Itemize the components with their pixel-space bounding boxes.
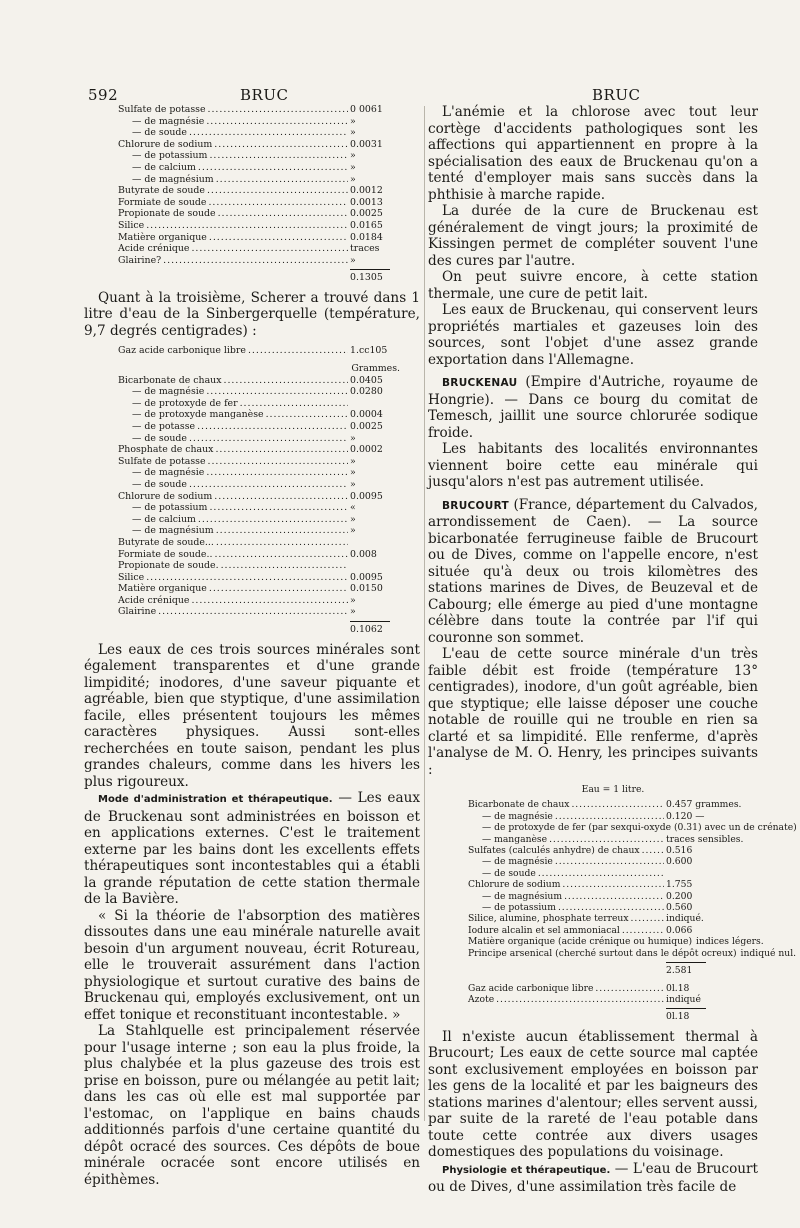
paragraph: Les eaux de ces trois sources minérales sont également transparentes et d'une grande limpidité; inodores, d'une saveur piquante et agréable, bien que styptique, d'une assimilation facile, elles présentent toujours les mêmes caractères physiques. Aussi sont-elles recherchées en toute saison, pendant les plus grandes chaleurs, comme dans les hivers les plus rigoureux.: [84, 641, 420, 790]
table-row: [118, 560, 402, 572]
table-row: [118, 197, 402, 209]
row-value: 0.0031: [350, 138, 383, 150]
table-row: [118, 572, 402, 584]
row-value: 1.cc105: [350, 345, 388, 357]
row-label: Matière organique (acide crénique ou humique): [468, 936, 693, 948]
row-label: — manganèse: [482, 833, 548, 845]
row-value: traces sensibles.: [666, 833, 744, 845]
row-value: »: [350, 478, 356, 490]
row-label: Acide crénique: [118, 243, 190, 255]
row-label: — de calcium: [132, 161, 196, 173]
row-label: — de magnésium: [482, 890, 563, 902]
row-value: »: [350, 467, 356, 479]
paragraph: Il n'existe aucun établissement thermal à Brucourt; Les eaux de cette source mal captée sont exclusivement employées en boisson par les gens de la localité et par les baigneurs des stations marines d'alentour; elles servent aussi, par suite de la rareté de l'eau potable dans toute cette contrée aux divers usages domestiques des populations du voisinage.: [428, 1028, 758, 1161]
table-row: [468, 925, 758, 936]
row-value: 0.0184: [350, 231, 383, 243]
column-divider: [424, 106, 425, 1121]
row-value: »: [350, 594, 356, 606]
right-column: [428, 104, 797, 1196]
table-row: [118, 409, 402, 421]
row-value: 0.0025: [350, 420, 383, 432]
table-row: [118, 479, 402, 491]
table-row: [468, 902, 758, 913]
table-row: [468, 879, 758, 890]
row-value: 0.0004: [350, 409, 383, 421]
table-row: [118, 243, 402, 255]
running-head-right: BRUC: [592, 86, 641, 104]
entry-heading: BRUCOURT: [442, 499, 509, 512]
table-row: [468, 891, 758, 902]
row-value: «: [350, 502, 356, 514]
paragraph: L'eau de cette source minérale d'un très faible débit est froide (température 13° centigrades), inodore, d'un goût agréable, bien que styptique; elle laisse déposer une couche notable de rouille qui ne trouble en rien sa clarté et sa limpidité. Elle renferme, d'après l'analyse de M. O. Henry, les principes suivants :: [428, 646, 758, 778]
row-label: — de soude: [132, 127, 187, 139]
row-value: »: [350, 513, 356, 525]
row-label: Chlorure de sodium: [118, 138, 213, 150]
row-value: indices légers.: [696, 936, 764, 948]
row-value: »: [350, 161, 356, 173]
row-label: Sulfates (calculés anhydre) de chaux: [468, 845, 640, 857]
row-label: — de calcium: [132, 513, 196, 525]
table-row: [118, 232, 402, 244]
table-row: [468, 834, 758, 845]
row-label: Matière organique: [118, 583, 207, 595]
row-value: 0.457 grammes.: [666, 799, 742, 811]
row-label: Propionate de soude: [118, 208, 216, 220]
row-label: — de magnésie: [482, 856, 553, 868]
row-label: — de protoxyde de fer (par sexqui-oxyde (0.31) avec un de crénate): [482, 822, 797, 834]
row-label: Glairine: [118, 606, 157, 618]
row-label: Iodure alcalin et sel ammoniacal: [468, 924, 620, 936]
table-row: [118, 255, 402, 267]
row-value: »: [350, 525, 356, 537]
row-label: — de protoxyde manganèse: [132, 409, 264, 421]
paragraph: Les habitants des localités environnantes viennent boire cette eau minérale qui jusqu'alors n'est pas autrement utilisée.: [428, 441, 758, 490]
row-value: »: [350, 115, 356, 127]
table-row: [118, 525, 402, 537]
row-label: Silice: [118, 571, 145, 583]
row-value: »: [350, 254, 356, 266]
table-row: [118, 491, 402, 503]
row-value: »: [350, 432, 356, 444]
run-in-heading: Mode d'administration et thérapeutique.: [98, 794, 333, 806]
left-column: [84, 104, 420, 1188]
row-label: Chlorure de sodium: [468, 879, 561, 891]
row-label: — de potasse: [132, 420, 196, 432]
table-row: [118, 386, 402, 398]
row-value: 0.0025: [350, 208, 383, 220]
table-row: [118, 537, 402, 549]
table-row: [118, 162, 402, 174]
row-value: indiqué.: [666, 913, 704, 925]
table-row: [118, 375, 402, 387]
entry-text: (France, département du Calvados, arrondissement de Caen). — La source bicarbonatée ferrugineuse faible de Brucourt ou de Dives, comme on l'appelle encore, n'est située qu'à deux ou trois kilomètres des stations marines de Dives, de Beuzeval et de Cabourg; elle émerge au pied d'une montagne célèbre dans toute la contrée par l'if qui couronne son sommet.: [428, 496, 758, 646]
row-label: Butyrate de soude: [118, 185, 205, 197]
table-row: [468, 845, 758, 856]
table-row: [468, 947, 797, 959]
row-label: Formiate de soude: [118, 196, 207, 208]
row-label: — de magnésie: [132, 115, 205, 127]
table-rule: [666, 1008, 706, 1009]
table-total: 2.581: [666, 965, 693, 977]
row-label: — de potassium: [132, 150, 208, 162]
row-label: — de magnésie: [132, 467, 205, 479]
row-value: 0.0405: [350, 374, 383, 386]
table-rule: [350, 621, 390, 622]
row-value: 0.0280: [350, 386, 383, 398]
table-row: [118, 456, 402, 468]
row-label: Sulfate de potasse: [118, 104, 206, 115]
table-row: [118, 583, 402, 595]
row-value: 1.755: [666, 879, 693, 891]
entry-text: (Empire d'Autriche, royaume de Hongrie). — Dans ce bourg du comitat de Temesch, jaillit une source chlorurée sodique froide.: [428, 374, 758, 441]
table-row: [118, 174, 402, 186]
entry-heading: BRUCKENAU: [442, 377, 518, 389]
row-label: — de potassium: [482, 902, 556, 914]
row-label: Sulfate de potasse: [118, 455, 206, 467]
paragraph-text: — Les eaux de Bruckenau sont administrées en boisson et en applications externes. C'est le traitement externe par les bains dont les excellents effets thérapeutiques sont incontestables qui a établi la grande réputation de cette station thermale de la Bavière.: [84, 790, 420, 908]
row-value: 0.0002: [350, 444, 383, 456]
row-label: Bicarbonate de chaux: [468, 799, 570, 811]
paragraph: « Si la théorie de l'absorption des matières dissoutes dans une eau minérale naturelle avait besoin d'un argument nouveau, écrit Rotureau, elle le trouverait assurément dans l'action physiologique et surtout curative des bains de Bruckenau qui, employés exclusivement, ont un effet tonique et reconstituant incontestable. »: [84, 907, 420, 1023]
table-row: [468, 811, 758, 822]
table-row: [118, 421, 402, 433]
row-label: Phosphate de chaux: [118, 444, 214, 456]
row-label: Chlorure de sodium: [118, 490, 213, 502]
row-label: Gaz acide carbonique libre: [468, 982, 594, 994]
table-row: [468, 868, 758, 879]
row-value: 0.560: [666, 902, 693, 914]
table-row: [468, 983, 758, 994]
table-row: [468, 994, 758, 1005]
row-value: 0.0012: [350, 185, 383, 197]
row-label: Glairine?: [118, 254, 162, 266]
row-label: Formiate de soude..: [118, 548, 213, 560]
table-row: [468, 936, 764, 948]
entry-brucourt: [428, 497, 758, 647]
unit-label: Grammes.: [351, 363, 400, 374]
paragraph-text: — L'eau de Brucourt ou de Dives, d'une assimilation très facile de: [428, 1160, 758, 1196]
table-row: [118, 185, 402, 197]
row-value: 0.0095: [350, 571, 383, 583]
table-caption: Eau = 1 litre.: [581, 784, 645, 795]
row-label: — de potassium: [132, 502, 208, 514]
row-value: traces: [350, 243, 380, 255]
paragraph: L'anémie et la chlorose avec tout leur cortège d'accidents pathologiques sont les affections qui appartiennent en propre à la spécialisation des eaux de Bruckenau qu'on a tenté d'employer mais sans succès dans la phthisie à marche rapide.: [428, 104, 758, 203]
table-row: [118, 398, 402, 410]
entry-bruckenau: [428, 374, 758, 441]
row-label: Silice: [118, 219, 145, 231]
table-row: [118, 595, 402, 607]
row-value: »: [350, 173, 356, 185]
row-value: 0 0061: [350, 104, 383, 115]
row-label: — de soude: [482, 867, 536, 879]
composition-table-3: [468, 784, 797, 1023]
row-label: Gaz acide carbonique libre: [118, 345, 246, 357]
row-label: — de magnésie: [132, 386, 205, 398]
row-label: — de protoxyde de fer: [132, 397, 238, 409]
table-row: [118, 502, 402, 514]
row-value: »: [350, 127, 356, 139]
row-label: Bicarbonate de chaux: [118, 374, 222, 386]
row-label: — de magnésie: [482, 810, 553, 822]
row-label: Principe arsenical (cherché surtout dans le dépôt ocreux): [468, 947, 737, 959]
table-total: 0l.18: [666, 1011, 690, 1023]
row-value: indiqué: [666, 993, 701, 1005]
row-value: 0.0095: [350, 490, 383, 502]
row-label: — de soude: [132, 478, 187, 490]
row-value: 0l.18: [666, 982, 690, 994]
table-row: [468, 799, 758, 810]
table-row: [118, 514, 402, 526]
row-value: 0.600: [666, 856, 693, 868]
running-head-left: BRUC: [240, 86, 289, 104]
table-total: 0.1062: [350, 624, 383, 636]
table-rule: [666, 962, 706, 963]
composition-table-1: [118, 104, 402, 284]
row-value: 0.066: [666, 924, 693, 936]
row-value: 0.200: [666, 890, 693, 902]
row-label: Matière organique: [118, 231, 207, 243]
row-label: Butyrate de soude...: [118, 536, 214, 548]
table-row: [118, 467, 402, 479]
paragraph: La Stahlquelle est principalement réservée pour l'usage interne ; son eau la plus froide, la plus chalybée et la plus gazeuse des trois est prise en boisson, pure ou mélangée au petit lait; dans les cas où elle est mal supportée par l'estomac, on l'applique en bains chauds additionnés parfois d'une certaine quantité du dépôt ocracé des sources. Ces dépôts de boue minérale ocracée sont encore utilisés en épithèmes.: [84, 1023, 420, 1188]
row-label: — de magnésium: [132, 525, 214, 537]
paragraph: [428, 1161, 758, 1196]
row-value: 0.516: [666, 845, 693, 857]
table-row: [118, 433, 402, 445]
row-value: 0.0165: [350, 219, 383, 231]
row-value: 0.120 —: [666, 810, 705, 822]
row-value: 0.0013: [350, 196, 383, 208]
table-row: [118, 444, 402, 456]
run-in-heading: Physiologie et thérapeutique.: [442, 1164, 611, 1176]
table-row: [118, 116, 402, 128]
table-row: [118, 104, 402, 116]
table-row: [468, 913, 758, 924]
table-row: [468, 822, 797, 834]
row-value: 0.008: [350, 548, 377, 560]
paragraph: On peut suivre encore, à cette station thermale, une cure de petit lait.: [428, 269, 758, 302]
table-row: [118, 139, 402, 151]
row-value: indiqué nul.: [740, 947, 797, 959]
page-number: 592: [88, 86, 119, 104]
table-row: [118, 127, 402, 139]
paragraph: Les eaux de Bruckenau, qui conservent leurs propriétés martiales et gazeuses loin des sources, sont l'objet d'une assez grande exportation dans l'Allemagne.: [428, 302, 758, 368]
row-value: »: [350, 455, 356, 467]
row-label: Azote: [468, 993, 495, 1005]
table-row: [118, 208, 402, 220]
row-label: Silice, alumine, phosphate terreux: [468, 913, 629, 925]
row-label: Acide crénique: [118, 594, 190, 606]
table-row: [118, 220, 402, 232]
paragraph: [84, 790, 420, 908]
row-value: 0.0150: [350, 583, 383, 595]
row-value: »: [350, 606, 356, 618]
table-row: [118, 345, 402, 357]
table-total: 0.1305: [350, 272, 383, 284]
row-value: »: [350, 150, 356, 162]
composition-table-2: [118, 345, 402, 635]
table-row: [468, 856, 758, 867]
paragraph: Quant à la troisième, Scherer a trouvé dans 1 litre d'eau de la Sinbergerquelle (température, 9,7 degrés centigrades) :: [84, 289, 420, 339]
row-label: — de soude: [132, 432, 187, 444]
row-label: — de magnésium: [132, 173, 214, 185]
table-rule: [350, 269, 390, 270]
paragraph: La durée de la cure de Bruckenau est généralement de vingt jours; la proximité de Kissingen permet de compléter souvent l'une des cures par l'autre.: [428, 203, 758, 269]
row-label: Propionate de soude.: [118, 560, 219, 572]
table-row: [118, 606, 402, 618]
table-row: [118, 150, 402, 162]
table-row: [118, 549, 402, 561]
